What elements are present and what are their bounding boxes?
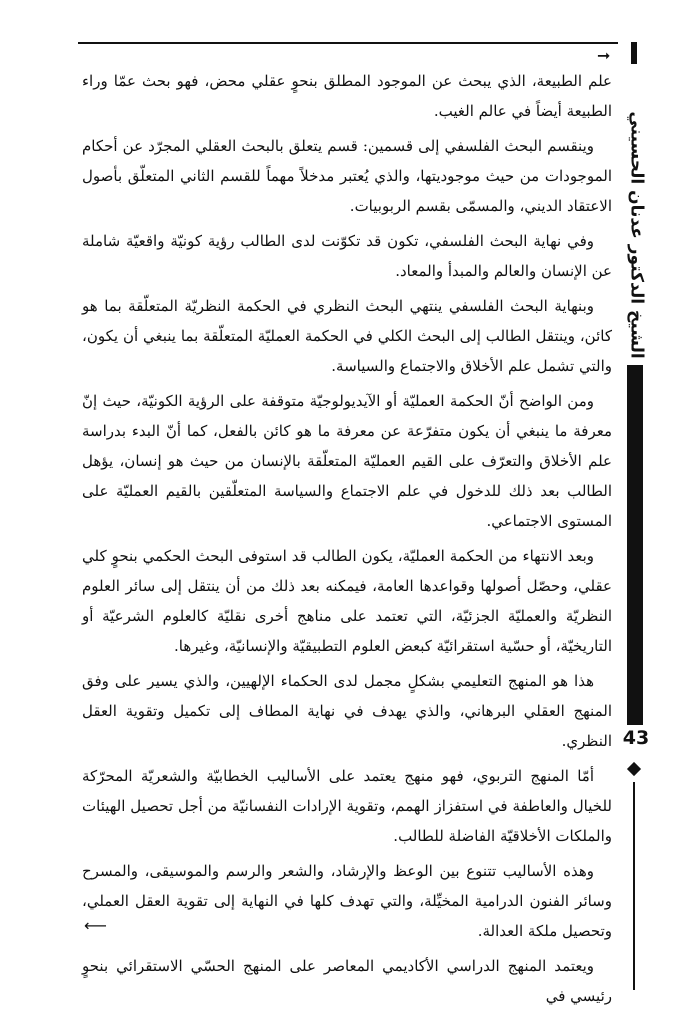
running-title: [626, 111, 648, 359]
paragraph: هذا هو المنهج التعليمي بشكلٍ مجمل لدى الحكماء الإلهيين، والذي يسير على وفق المنهج العقلي البرهاني، والذي يهدف في نهاية المطاف إلى تكميل وتقوية العقل النظري.: [82, 672, 612, 750]
paragraph: علم الطبيعة، الذي يبحث عن الموجود المطلق بنحوٍ عقلي محض، فهو بحث عمّا وراء الطبيعة أيضاً في عالم الغيب.: [82, 72, 612, 120]
sidebar-top-bar: [631, 42, 637, 64]
paragraph: وفي نهاية البحث الفلسفي، تكون قد تكوّنت لدى الطالب رؤية كونيّة واقعيّة شاملة عن الإنسان والعالم والمبدأ والمعاد.: [82, 232, 612, 280]
paragraph: وبعد الانتهاء من الحكمة العمليّة، يكون الطالب قد استوفى البحث الحكمي بنحوٍ كلي عقلي، وحصّل أصولها وقواعدها العامة، فيمكنه بعد ذلك من أن ينتقل إلى سائر العلوم النظريّة والعمليّة الجزئيّة، التي تعتمد على مناهج أخرى نقليّة كالعلوم الشرعيّة أو التاريخيّة، أو حسّية استقرائيّة كبعض العلوم التطبيقيّة والإنسانيّة، وغيرها.: [82, 547, 612, 655]
paragraph: أمّا المنهج التربوي، فهو منهج يعتمد على الأساليب الخطابيّة والشعريّة المحرّكة للخيال والعاطفة في استفزاز الهمم، وتقوية الإرادات النفسانيّة من أجل تحصيل الهيئات والملكات الأخلاقيّة الفاضلة للطالب.: [82, 767, 612, 845]
top-arrow-icon: ➞: [597, 46, 611, 65]
top-rule: [78, 42, 618, 44]
diamond-icon: [627, 762, 641, 776]
page-number: 43: [622, 727, 650, 749]
sidebar-thin-line: [633, 782, 635, 990]
paragraph: وينقسم البحث الفلسفي إلى قسمين: قسم يتعلق بالبحث العقلي المجرّد عن أحكام الموجودات من حيث موجوديتها، والذي يُعتبر مدخلاً مهماً للقسم الثاني المتعلّق بأصول الاعتقاد الديني، والمسمّى بقسم الربوبيات.: [82, 137, 612, 215]
sidebar-thick-bar: [627, 365, 643, 725]
paragraph: وبنهاية البحث الفلسفي ينتهي البحث النظري في الحكمة النظريّة المتعلّقة بما هو كائن، وينتقل الطالب إلى البحث الكلي في الحكمة العمليّة المتعلّقة بما ينبغي أن يكون، والتي تشمل علم الأخلاق والاجتماع والسياسة.: [82, 297, 612, 375]
paragraph: ويعتمد المنهج الدراسي الأكاديمي المعاصر على المنهج الحسّي الاستقرائي بنحوٍ رئيسي في: [82, 957, 612, 1005]
continuation-arrow-icon: ⟵: [84, 916, 107, 935]
paragraph: وهذه الأساليب تتنوع بين الوعظ والإرشاد، والشعر والرسم والموسيقى، والمسرح وسائر الفنون الدرامية المخيِّلة، والتي تهدف كلها في النهاية إلى تقوية العقل العملي، وتحصيل ملكة العدالة.: [82, 862, 612, 940]
running-title-text: الشيخ الدكتور عدنان الحسيني: [627, 111, 647, 359]
body-text: [82, 66, 612, 1016]
paragraph: ومن الواضح أنّ الحكمة العمليّة أو الآيديولوجيّة متوقفة على الرؤية الكونيّة، حيث إنّ معرفة ما ينبغي أن يكون متفرّعة عن معرفة ما هو كائن بالفعل، كما أنّ البدء بدراسة علم الأخلاق والتعرّف على القيم العمليّة المتعلّقة بالإنسان من حيث هو إنسان، يؤهل الطالب بعد ذلك للدخول في علم الاجتماع والسياسة المتعلّقين بالقيم العمليّة على المستوى الاجتماعي.: [82, 392, 612, 530]
